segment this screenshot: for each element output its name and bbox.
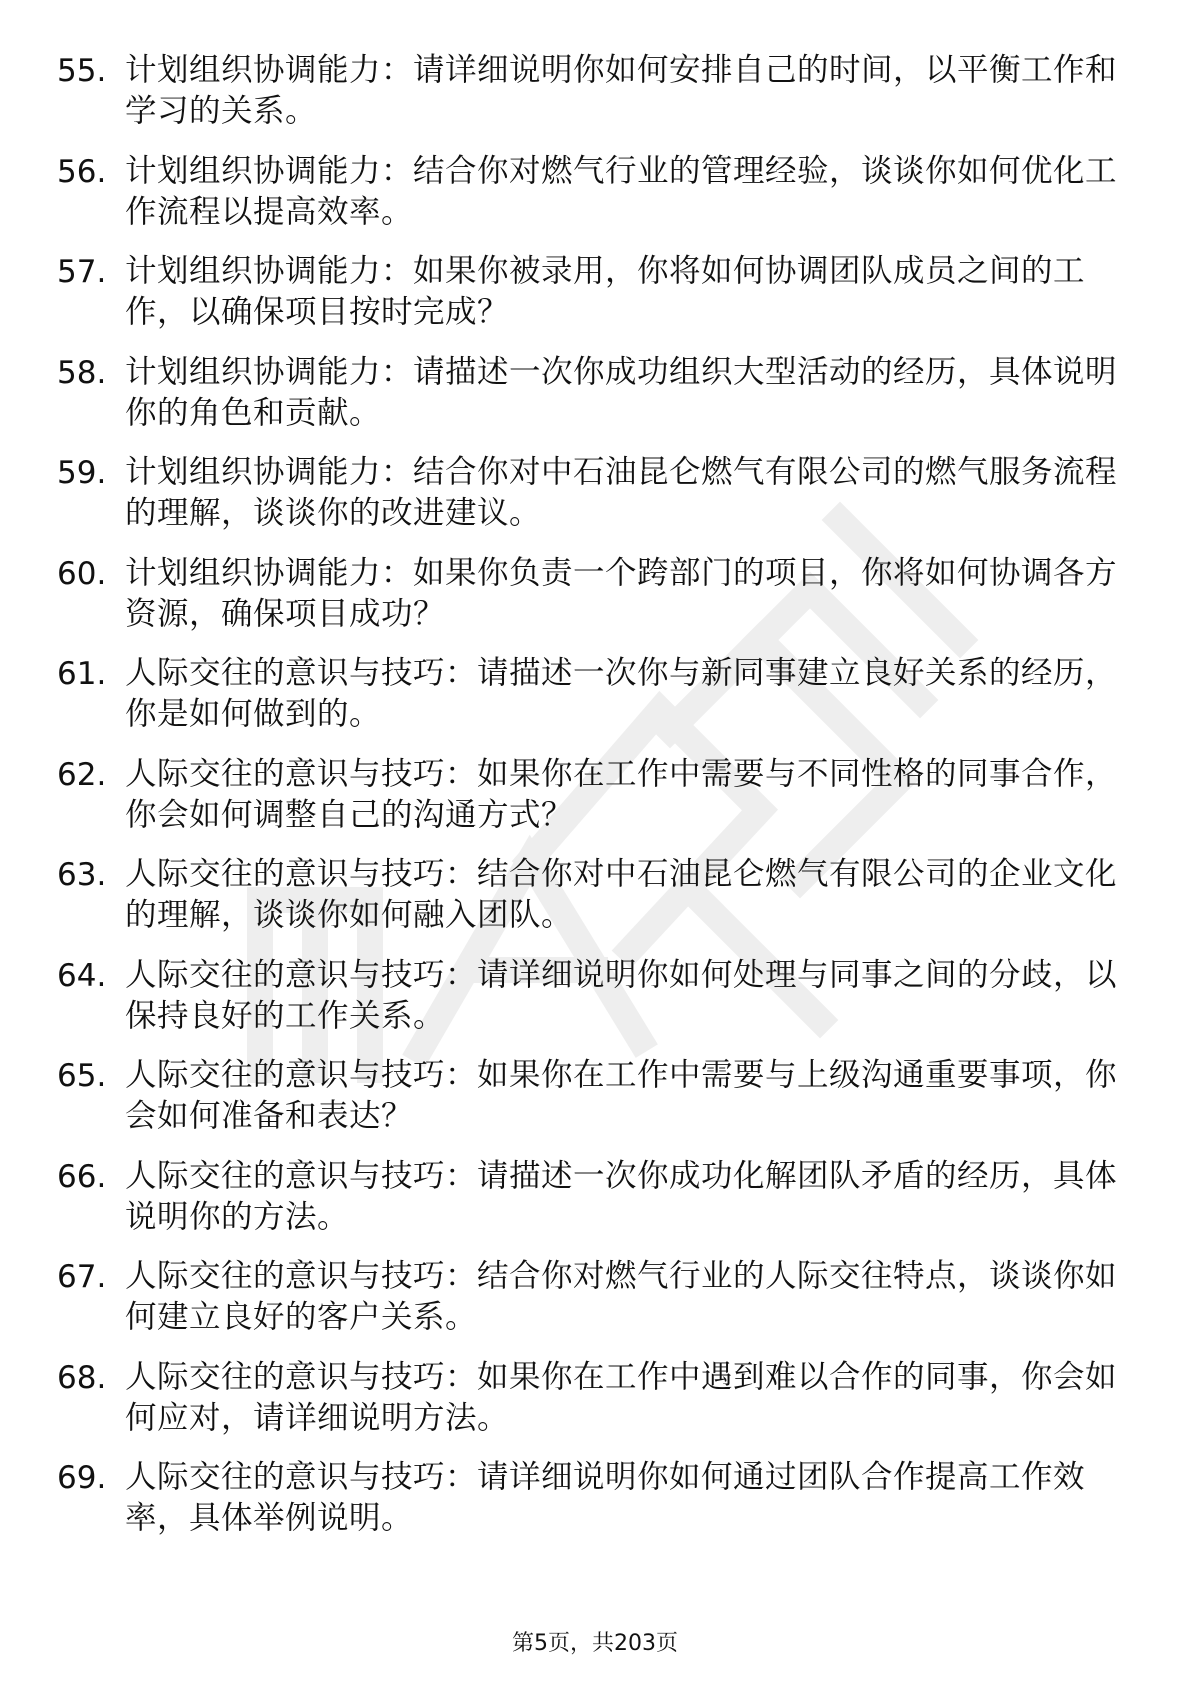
question-number: 56.: [57, 153, 107, 190]
list-item: [0, 1055, 1190, 1156]
list-item: [0, 1357, 1190, 1458]
list-item: [0, 553, 1190, 654]
page-number-footer: 第5页，共203页: [512, 1631, 678, 1656]
question-number: 65.: [57, 1058, 107, 1094]
question-text: 人际交往的意识与技巧：请描述一次你与新同事建立良好关系的经历，你是如何做到的。: [125, 655, 1118, 732]
list-item: [0, 955, 1190, 1056]
list-item: [0, 50, 1190, 151]
question-number: 63.: [57, 857, 107, 893]
list-item: [0, 452, 1190, 553]
question-text: 计划组织协调能力：如果你被录用，你将如何协调团队成员之间的工作，以确保项目按时完成？: [125, 253, 1086, 330]
question-number: 69.: [57, 1460, 107, 1496]
list-item: [0, 854, 1190, 955]
question-number: 64.: [57, 957, 107, 994]
question-text: 人际交往的意识与技巧：如果你在工作中需要与不同性格的同事合作，你会如何调整自己的沟通方式？: [125, 755, 1118, 833]
list-item: [0, 1256, 1190, 1357]
question-number: 55.: [57, 53, 107, 89]
question-text: 人际交往的意识与技巧：结合你对燃气行业的人际交往特点，谈谈你如何建立良好的客户关系。: [125, 1258, 1118, 1335]
list-item: [0, 251, 1190, 352]
list-item: [0, 352, 1190, 453]
question-number: 61.: [57, 656, 107, 692]
question-number: 59.: [57, 455, 107, 491]
list-item: [0, 653, 1190, 754]
question-text: 计划组织协调能力：结合你对中石油昆仑燃气有限公司的燃气服务流程的理解，谈谈你的改进建议。: [125, 454, 1118, 531]
list-item: [0, 151, 1190, 252]
question-text: 人际交往的意识与技巧：结合你对中石油昆仑燃气有限公司的企业文化的理解，谈谈你如何融入团队。: [125, 856, 1118, 933]
question-text: 计划组织协调能力：如果你负责一个跨部门的项目，你将如何协调各方资源，确保项目成功？: [125, 554, 1118, 632]
question-text: 人际交往的意识与技巧：如果你在工作中遇到难以合作的同事，你会如何应对，请详细说明方法。: [125, 1358, 1118, 1436]
question-text: 计划组织协调能力：请详细说明你如何安排自己的时间，以平衡工作和学习的关系。: [125, 52, 1118, 129]
question-list: [0, 50, 1190, 1558]
question-number: 57.: [57, 254, 107, 290]
question-number: 62.: [57, 756, 107, 793]
question-number: 60.: [57, 555, 107, 592]
question-number: 68.: [57, 1359, 107, 1396]
question-text: 计划组织协调能力：结合你对燃气行业的管理经验，谈谈你如何优化工作流程以提高效率。: [125, 152, 1118, 230]
question-number: 67.: [57, 1259, 107, 1295]
list-item: [0, 754, 1190, 855]
question-number: 58.: [57, 354, 107, 391]
list-item: [0, 1156, 1190, 1257]
list-item: [0, 1457, 1190, 1558]
question-number: 66.: [57, 1158, 107, 1195]
question-text: 计划组织协调能力：请描述一次你成功组织大型活动的经历，具体说明你的角色和贡献。: [125, 353, 1118, 431]
question-text: 人际交往的意识与技巧：请详细说明你如何通过团队合作提高工作效率，具体举例说明。: [125, 1459, 1086, 1536]
question-text: 人际交往的意识与技巧：请详细说明你如何处理与同事之间的分歧，以保持良好的工作关系。: [125, 956, 1118, 1034]
question-text: 人际交往的意识与技巧：如果你在工作中需要与上级沟通重要事项，你会如何准备和表达？: [125, 1057, 1118, 1134]
question-text: 人际交往的意识与技巧：请描述一次你成功化解团队矛盾的经历，具体说明你的方法。: [125, 1157, 1118, 1235]
